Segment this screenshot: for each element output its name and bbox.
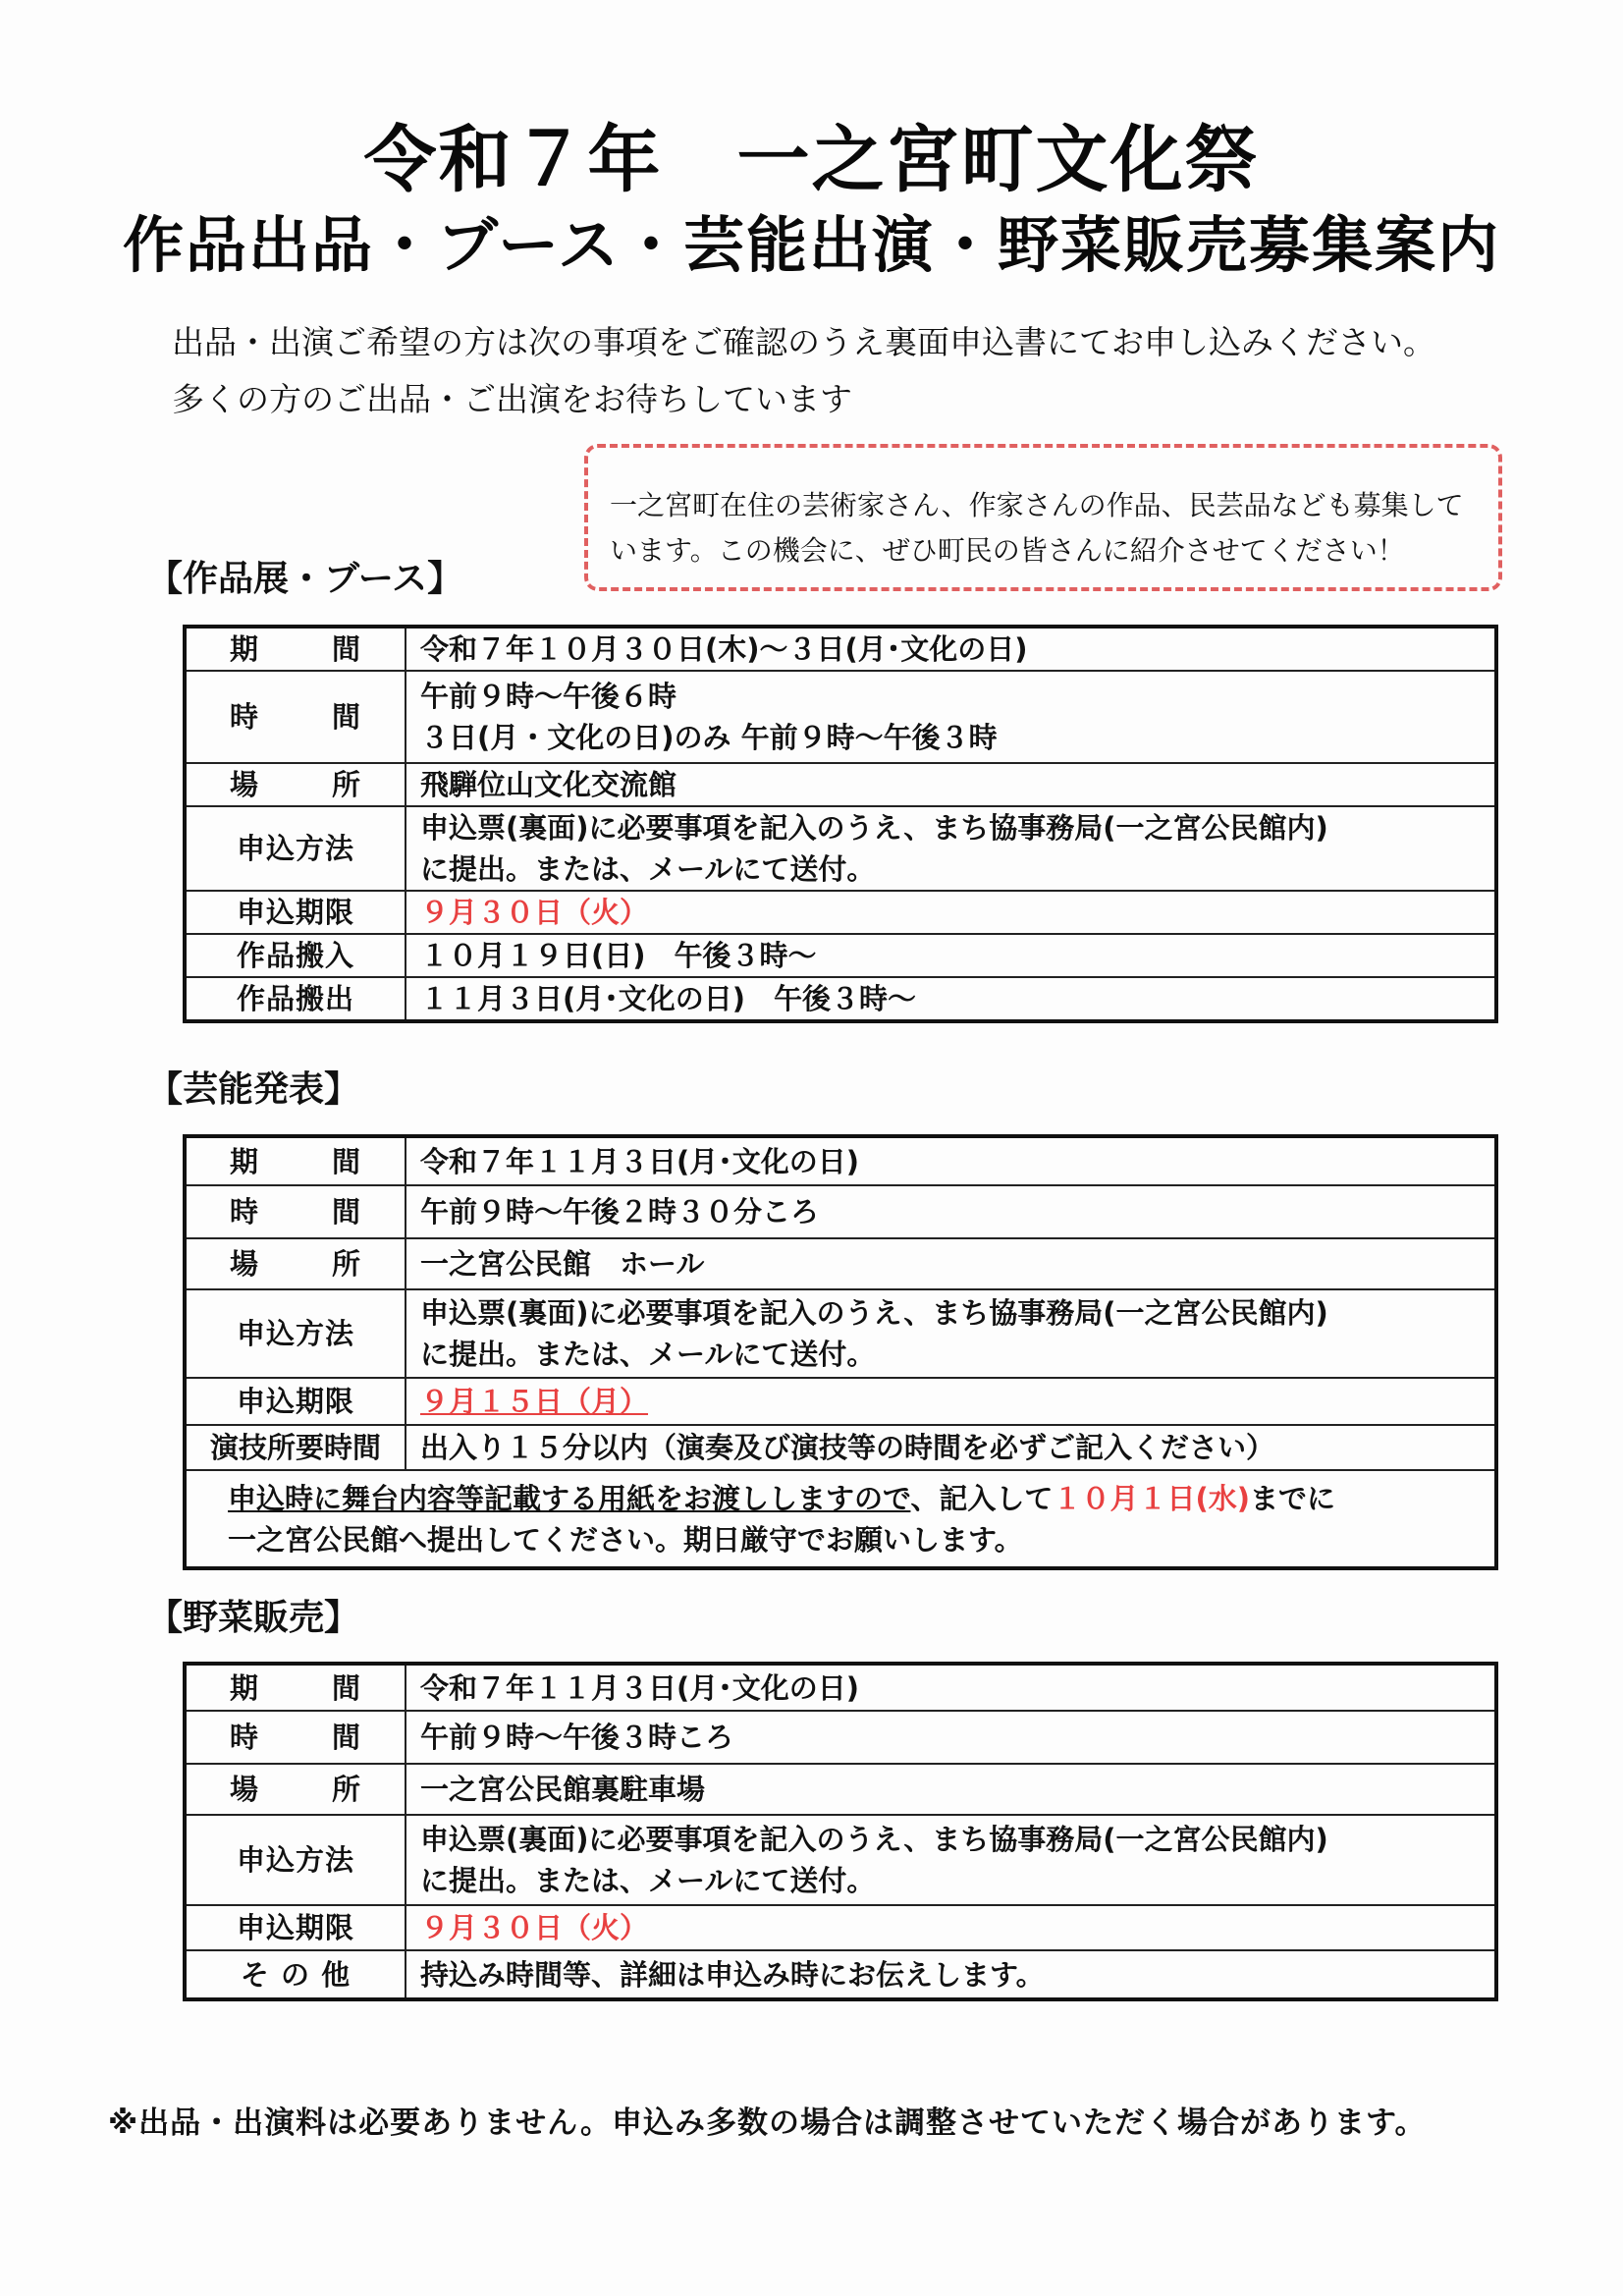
table-row-note	[185, 1470, 1496, 1568]
table-row	[185, 763, 1496, 806]
row-value: １１月３日(月･文化の日) 午後３時～	[406, 977, 1496, 1021]
intro-text	[172, 314, 1546, 428]
row-label: 申込方法	[185, 1815, 406, 1905]
row-label: 演技所要時間	[185, 1425, 406, 1470]
callout-line-2: います。この機会に、ぜひ町民の皆さんに紹介させてください！	[610, 534, 1405, 567]
table-row	[185, 891, 1496, 934]
page-subtitle: 作品出品・ブース・芸能出演・野菜販売募集案内	[122, 209, 1501, 281]
row-label: 申込方法	[185, 1289, 406, 1378]
page-title: 令和７年 一之宮町文化祭	[363, 118, 1260, 202]
row-value: 持込み時間等、詳細は申込み時にお伝えします。	[406, 1950, 1496, 1999]
table-row	[185, 1289, 1496, 1378]
table-row	[185, 627, 1496, 671]
table-row	[185, 806, 1496, 891]
callout-box	[584, 444, 1502, 591]
row-label: 期 間	[185, 1136, 406, 1185]
section-title-performance: 【芸能発表】	[147, 1069, 360, 1110]
row-value: 一之宮公民館裏駐車場	[406, 1764, 1496, 1815]
deadline-value: ９月３０日（火）	[406, 1905, 1496, 1950]
row-label: 期 間	[185, 627, 406, 671]
row-label: 場 所	[185, 763, 406, 806]
row-value: 申込票(裏面)に必要事項を記入のうえ、まち協事務局(一之宮公民館内) に提出。または、メールにて送付。	[406, 1289, 1496, 1378]
row-label: 時 間	[185, 1711, 406, 1764]
intro-line-2: 多くの方のご出品・ご出演をお待ちしています	[172, 380, 852, 418]
row-label: 作品搬出	[185, 977, 406, 1021]
row-value: 申込票(裏面)に必要事項を記入のうえ、まち協事務局(一之宮公民館内) に提出。または、メールにて送付。	[406, 806, 1496, 891]
table-row	[185, 1185, 1496, 1238]
row-value: 午前９時～午後２時３０分ころ	[406, 1185, 1496, 1238]
row-label: 期 間	[185, 1664, 406, 1711]
table-row	[185, 1950, 1496, 1999]
performance-note: 申込時に舞台内容等記載する用紙をお渡ししますので、記入して１０月１日(水)までに 一之宮公民館へ提出してください。期日厳守でお願いします。	[185, 1470, 1496, 1568]
callout-line-1: 一之宮町在住の芸術家さん、作家さんの作品、民芸品なども募集して	[610, 489, 1464, 521]
section-title-vegetables: 【野菜販売】	[147, 1598, 360, 1638]
table-row	[185, 1905, 1496, 1950]
row-value: 申込票(裏面)に必要事項を記入のうえ、まち協事務局(一之宮公民館内) に提出。または、メールにて送付。	[406, 1815, 1496, 1905]
table-row	[185, 934, 1496, 977]
row-label: 時 間	[185, 671, 406, 763]
row-label: 申込方法	[185, 806, 406, 891]
row-value: 令和７年１１月３日(月･文化の日)	[406, 1664, 1496, 1711]
exhibit-table	[183, 625, 1498, 1023]
intro-line-1: 出品・出演ご希望の方は次の事項をご確認のうえ裏面申込書にてお申し込みください。	[172, 323, 1435, 361]
row-value: 令和７年１０月３０日(木)～３日(月･文化の日)	[406, 627, 1496, 671]
section-title-exhibit: 【作品展・ブース】	[147, 559, 463, 599]
vegetables-table	[183, 1662, 1498, 2001]
table-row	[185, 1238, 1496, 1289]
footer-note: ※出品・出演料は必要ありません。申込み多数の場合は調整させていただく場合があります。	[108, 2105, 1427, 2141]
row-label: 場 所	[185, 1764, 406, 1815]
deadline-value: ９月３０日（火）	[406, 891, 1496, 934]
table-row	[185, 1711, 1496, 1764]
table-row	[185, 1378, 1496, 1425]
row-value: 午前９時～午後３時ころ	[406, 1711, 1496, 1764]
row-label: 場 所	[185, 1238, 406, 1289]
row-label: 申込期限	[185, 1905, 406, 1950]
row-label: そ の 他	[185, 1950, 406, 1999]
row-label: 申込期限	[185, 891, 406, 934]
table-row	[185, 1136, 1496, 1185]
row-value: 令和７年１１月３日(月･文化の日)	[406, 1136, 1496, 1185]
row-value: 午前９時～午後６時 ３日(月・文化の日)のみ 午前９時～午後３時	[406, 671, 1496, 763]
deadline-value: ９月１５日（月）	[406, 1378, 1496, 1425]
table-row	[185, 671, 1496, 763]
table-row	[185, 1764, 1496, 1815]
table-row	[185, 1664, 1496, 1711]
table-row	[185, 1425, 1496, 1470]
table-row	[185, 1815, 1496, 1905]
row-value: １０月１９日(日) 午後３時～	[406, 934, 1496, 977]
row-label: 作品搬入	[185, 934, 406, 977]
performance-table	[183, 1134, 1498, 1570]
row-label: 時 間	[185, 1185, 406, 1238]
row-value: 飛騨位山文化交流館	[406, 763, 1496, 806]
row-label: 申込期限	[185, 1378, 406, 1425]
table-row	[185, 977, 1496, 1021]
row-value: 一之宮公民館 ホール	[406, 1238, 1496, 1289]
row-value: 出入り１５分以内（演奏及び演技等の時間を必ずご記入ください）	[406, 1425, 1496, 1470]
